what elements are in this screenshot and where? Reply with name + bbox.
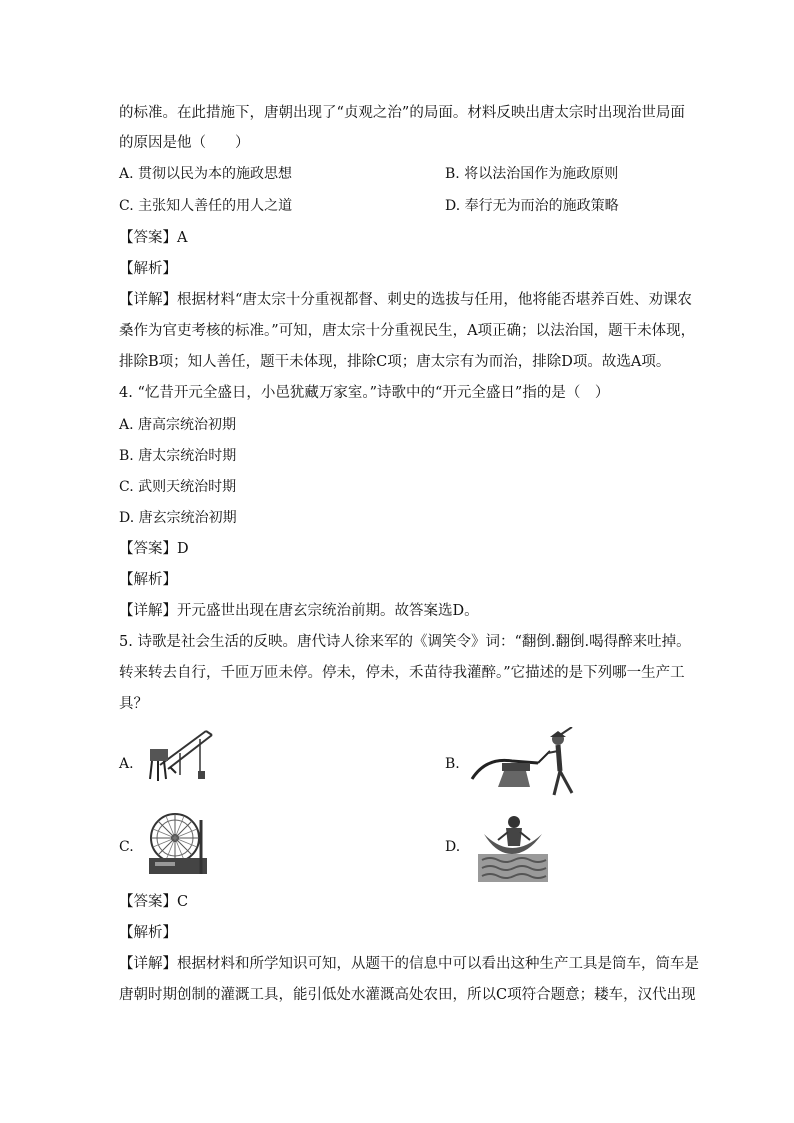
q3-answer: 【答案】A (119, 230, 188, 246)
q3-detail-line2: 桑作为官吏考核的标准。”可知，唐太宗十分重视民生，A项正确；以法治国，题干未体现， (119, 323, 696, 339)
q3-option-a: A. 贯彻以民为本的施政思想 (119, 166, 293, 182)
q5-stem-line1: 5. 诗歌是社会生活的反映。唐代诗人徐来军的《调笑令》词：“翻倒.翻倒.喝得醉来吐掉。 (119, 634, 691, 650)
q3-stem-line1: 的标准。在此措施下，唐朝出现了“贞观之治”的局面。材料反映出唐太宗时出现治世局面 (119, 105, 685, 121)
q3-stem-line2: 的原因是他（ ） (119, 135, 250, 151)
q4-answer: 【答案】D (119, 541, 189, 557)
q5-option-b-label: B. (445, 756, 460, 772)
q3-detail-line3: 排除B项；知人善任，题干未体现，排除C项；唐太宗有为而治，排除D项。故选A项。 (119, 354, 671, 370)
q4-option-a: A. 唐高宗统治初期 (119, 417, 237, 433)
q5-analysis-heading: 【解析】 (119, 925, 177, 941)
q5-option-c-label: C. (119, 839, 134, 855)
q5-stem-line2: 转来转去自行，千匝万匝未停。停未，停未，禾苗待我灌醉。”它描述的是下列哪一生产工 (119, 665, 685, 681)
q3-option-d: D. 奉行无为而治的施政策略 (445, 198, 619, 214)
q3-option-c: C. 主张知人善任的用人之道 (119, 198, 293, 214)
q3-detail-line1: 【详解】根据材料“唐太宗十分重视都督、刺史的选拔与任用，他将能否堪养百姓、劝课农 (119, 292, 692, 308)
water-wheel-image (145, 808, 211, 878)
q5-option-d-label: D. (445, 839, 461, 855)
q5-option-a-label: A. (119, 756, 134, 772)
q4-option-d: D. 唐玄宗统治初期 (119, 510, 237, 526)
q4-option-c: C. 武则天统治时期 (119, 479, 237, 495)
q3-option-b: B. 将以法治国作为施政原则 (445, 166, 619, 182)
boat-image (478, 810, 548, 882)
q4-option-b: B. 唐太宗统治时期 (119, 448, 237, 464)
q5-stem-line3: 具？ (119, 696, 148, 712)
q3-analysis-heading: 【解析】 (119, 261, 177, 277)
q4-analysis-heading: 【解析】 (119, 572, 177, 588)
q5-answer: 【答案】C (119, 894, 189, 910)
seed-drill-image (140, 723, 220, 788)
q4-detail: 【详解】开元盛世出现在唐玄宗统治前期。故答案选D。 (119, 603, 479, 619)
plough-image (468, 727, 580, 799)
q4-stem: 4. “忆昔开元全盛日，小邑犹藏万家室。”诗歌中的“开元全盛日”指的是（ ） (119, 385, 610, 401)
q5-detail-line1: 【详解】根据材料和所学知识可知，从题干的信息中可以看出这种生产工具是筒车，筒车是 (119, 956, 699, 972)
q5-detail-line2: 唐朝时期创制的灌溉工具，能引低处水灌溉高处农田，所以C项符合题意；耧车，汉代出现 (119, 987, 696, 1003)
